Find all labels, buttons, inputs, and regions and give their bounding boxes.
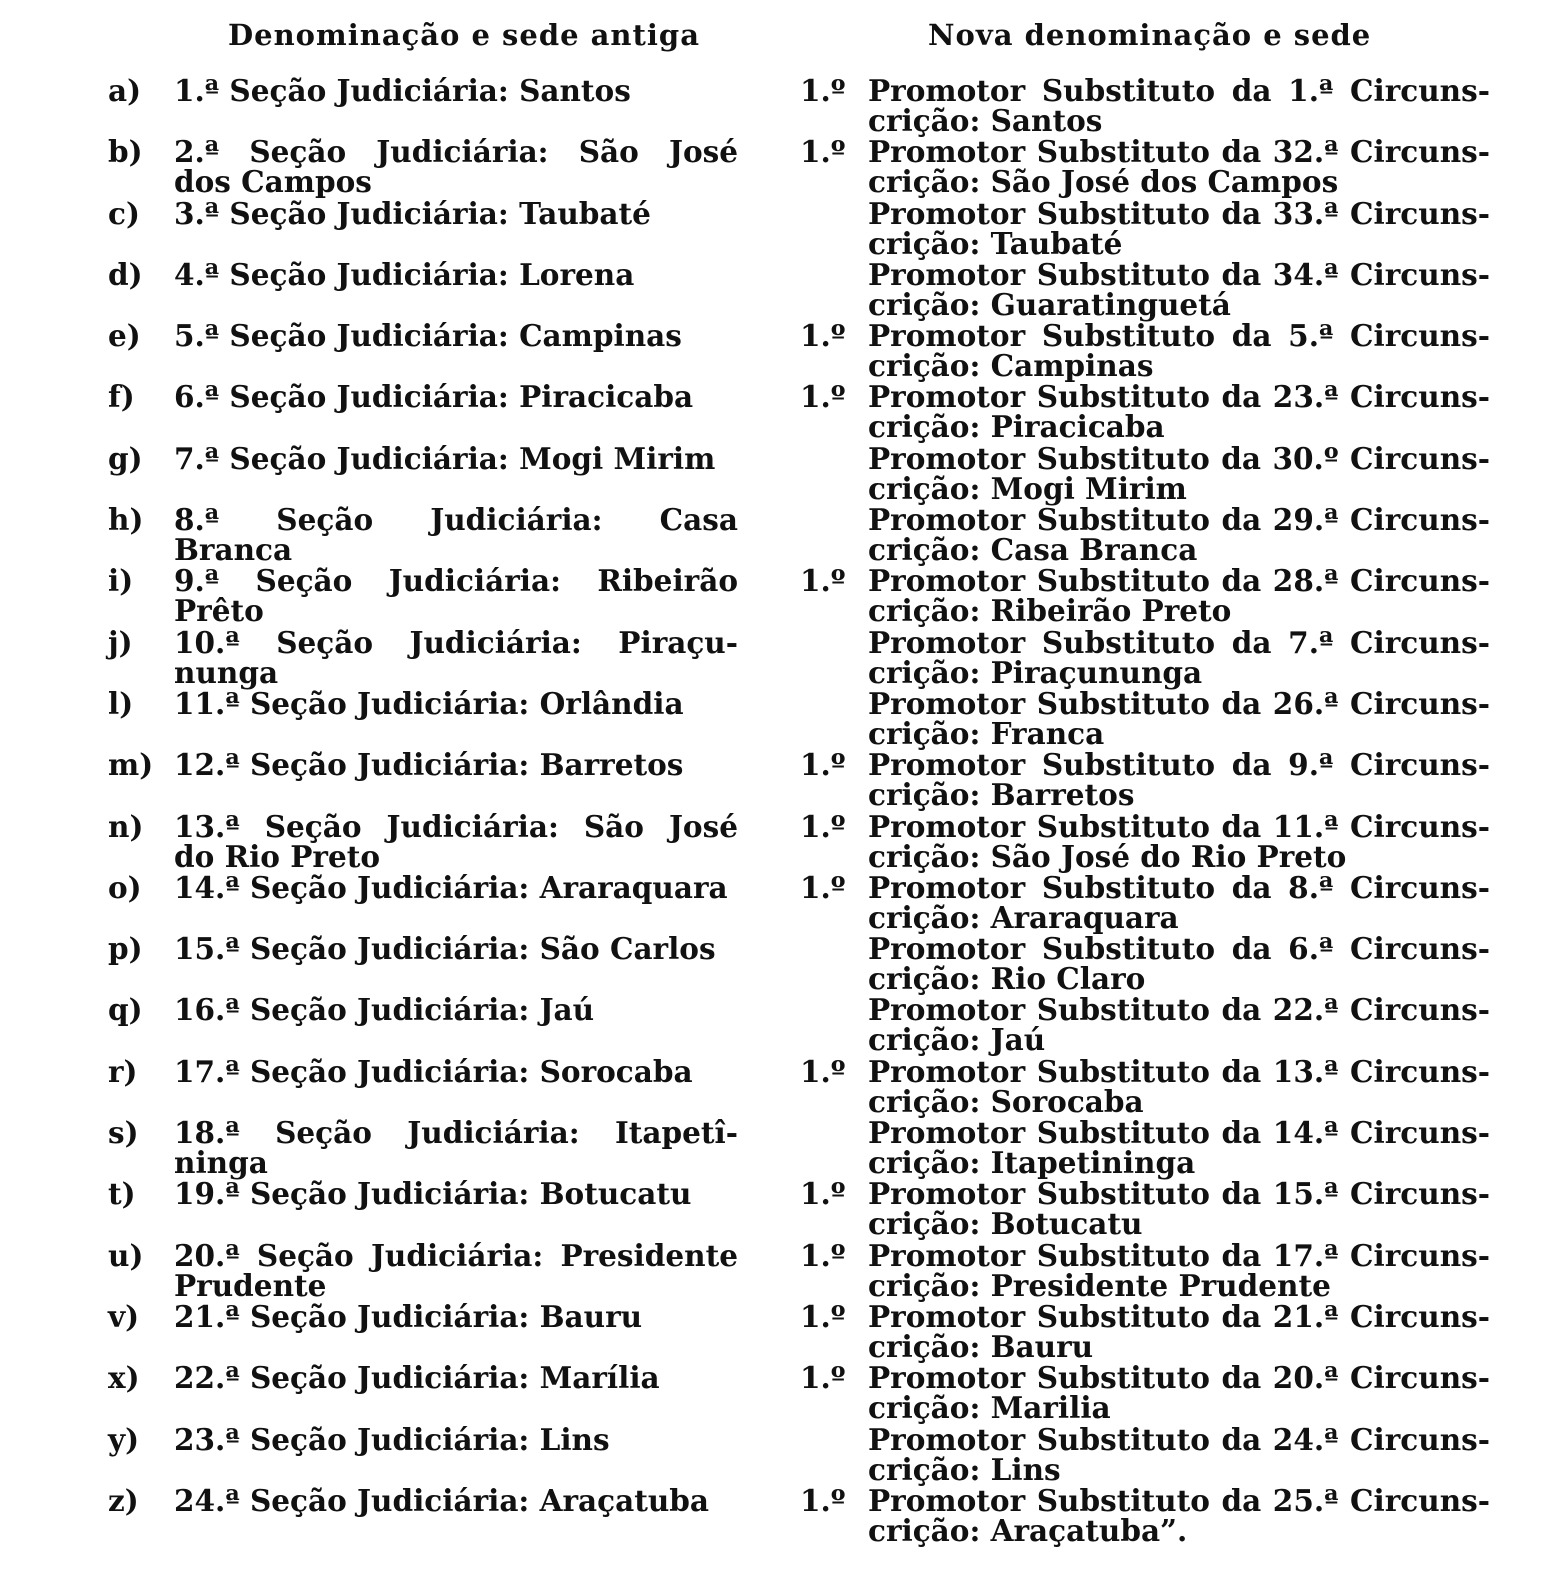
- table-row: [0, 563, 1562, 629]
- new-denomination-line: Promotor Substituto da 33.ª Circuns-: [868, 195, 1490, 231]
- new-denomination-line: crição: São José do Rio Preto: [868, 838, 1347, 874]
- old-denomination: [174, 73, 738, 108]
- new-denomination-line: Promotor Substituto da 30.º Circuns-: [868, 440, 1490, 476]
- old-denomination: [174, 1237, 738, 1303]
- old-denomination-line: 22.ª Seção Judiciária: Marília: [174, 1360, 660, 1396]
- old-denomination-line: 18.ª Seção Judiciária: Itapetî-: [174, 1115, 738, 1151]
- row-letter: t): [108, 1176, 136, 1212]
- table-row: [0, 1115, 1562, 1181]
- new-denomination: [868, 440, 1490, 506]
- new-denomination-line: Promotor Substituto da 20.ª Circuns-: [868, 1360, 1490, 1396]
- old-denomination-line: 2.ª Seção Judiciária: São José: [174, 134, 738, 170]
- new-denomination: [868, 1421, 1490, 1487]
- row-letter: v): [108, 1298, 140, 1334]
- table-row: [0, 134, 1562, 200]
- new-denomination: [868, 134, 1490, 200]
- new-denomination-line: crição: Barretos: [868, 777, 1135, 813]
- row-letter: a): [108, 73, 142, 108]
- new-denomination-line: Promotor Substituto da 13.ª Circuns-: [868, 1053, 1490, 1089]
- new-denomination-line: crição: Rio Claro: [868, 961, 1146, 997]
- row-letter: e): [108, 318, 141, 354]
- ordinal-number: 1.º: [800, 563, 846, 599]
- table-row: [0, 808, 1562, 874]
- row-letter: g): [108, 440, 143, 476]
- table-row: [0, 1176, 1562, 1242]
- new-denomination: [868, 931, 1490, 997]
- old-denomination-line: 17.ª Seção Judiciária: Sorocaba: [174, 1053, 693, 1089]
- new-denomination-line: crição: Piraçununga: [868, 654, 1203, 690]
- ordinal-number: 1.º: [800, 808, 846, 844]
- new-denomination-line: Promotor Substituto da 28.ª Circuns-: [868, 563, 1490, 599]
- new-denomination-line: crição: Mogi Mirim: [868, 470, 1187, 506]
- ordinal-number: 1.º: [800, 869, 846, 905]
- row-letter: f): [108, 379, 135, 415]
- old-denomination-line: 9.ª Seção Judiciária: Ribeirão: [174, 563, 738, 599]
- table-row: [0, 869, 1562, 935]
- table-row: [0, 318, 1562, 384]
- new-denomination: [868, 1176, 1490, 1242]
- row-letter: l): [108, 685, 134, 721]
- new-denomination-line: Promotor Substituto da 6.ª Circuns-: [868, 931, 1490, 967]
- row-letter: b): [108, 134, 143, 170]
- old-denomination: [174, 1421, 738, 1457]
- table-row: [0, 747, 1562, 813]
- table-row: [0, 1237, 1562, 1303]
- table-row: [0, 624, 1562, 690]
- row-letter: z): [108, 1482, 139, 1518]
- old-denomination-line: 8.ª Seção Judiciária: Casa: [174, 502, 738, 538]
- new-denomination-line: Promotor Substituto da 23.ª Circuns-: [868, 379, 1490, 415]
- new-denomination-line: Promotor Substituto da 25.ª Circuns-: [868, 1482, 1490, 1518]
- old-denomination-line: do Rio Preto: [174, 838, 381, 874]
- ordinal-number: 1.º: [800, 1360, 846, 1396]
- new-denomination: [868, 195, 1490, 261]
- ordinal-number: 1.º: [800, 747, 846, 783]
- old-denomination-line: dos Campos: [174, 164, 372, 200]
- old-denomination-line: 1.ª Seção Judiciária: Santos: [174, 73, 631, 108]
- row-letter: u): [108, 1237, 144, 1273]
- row-letter: d): [108, 256, 143, 292]
- table-row: [0, 1360, 1562, 1426]
- old-denomination: [174, 195, 738, 231]
- new-denomination: [868, 1237, 1490, 1303]
- table-row: [0, 1421, 1562, 1487]
- header-new: Nova denominação e sede: [928, 18, 1372, 52]
- new-denomination-line: Promotor Substituto da 21.ª Circuns-: [868, 1298, 1490, 1334]
- new-denomination-line: crição: Piracicaba: [868, 409, 1165, 445]
- new-denomination-line: Promotor Substituto da 22.ª Circuns-: [868, 992, 1490, 1028]
- new-denomination-line: Promotor Substituto da 15.ª Circuns-: [868, 1176, 1490, 1212]
- row-letter: c): [108, 195, 140, 231]
- old-denomination-line: 21.ª Seção Judiciária: Bauru: [174, 1298, 643, 1334]
- new-denomination-line: Promotor Substituto da 26.ª Circuns-: [868, 685, 1490, 721]
- old-denomination-line: 12.ª Seção Judiciária: Barretos: [174, 747, 684, 783]
- new-denomination-line: crição: Jaú: [868, 1022, 1046, 1058]
- old-denomination-line: 11.ª Seção Judiciária: Orlândia: [174, 685, 684, 721]
- old-denomination: [174, 318, 738, 354]
- old-denomination-line: 14.ª Seção Judiciária: Araraquara: [174, 869, 728, 905]
- new-denomination-line: Promotor Substituto da 8.ª Circuns-: [868, 869, 1490, 905]
- header-old: Denominação e sede antiga: [228, 18, 700, 52]
- row-letter: y): [108, 1421, 140, 1457]
- new-denomination-line: Promotor Substituto da 5.ª Circuns-: [868, 318, 1490, 354]
- old-denomination: [174, 624, 738, 690]
- table-row: [0, 1298, 1562, 1364]
- new-denomination: [868, 1482, 1490, 1548]
- row-letter: p): [108, 931, 143, 967]
- old-denomination: [174, 992, 738, 1028]
- row-letter: h): [108, 502, 144, 538]
- old-denomination-line: Branca: [174, 532, 293, 568]
- table-row: [0, 440, 1562, 506]
- ordinal-number: 1.º: [800, 318, 846, 354]
- ordinal-number: 1.º: [800, 1482, 846, 1518]
- old-denomination: [174, 440, 738, 476]
- new-denomination-line: crição: Ribeirão Preto: [868, 593, 1232, 629]
- new-denomination-line: Promotor Substituto da 9.ª Circuns-: [868, 747, 1490, 783]
- new-denomination-line: Promotor Substituto da 1.ª Circuns-: [868, 73, 1490, 108]
- ordinal-number: 1.º: [800, 73, 846, 108]
- new-denomination-line: crição: Itapetininga: [868, 1145, 1196, 1181]
- table-row: [0, 379, 1562, 445]
- new-denomination: [868, 992, 1490, 1058]
- new-denomination-line: Promotor Substituto da 11.ª Circuns-: [868, 808, 1490, 844]
- table-row: [0, 685, 1562, 751]
- new-denomination-line: crição: Sorocaba: [868, 1083, 1144, 1119]
- old-denomination-line: 15.ª Seção Judiciária: São Carlos: [174, 931, 716, 967]
- new-denomination: [868, 256, 1490, 322]
- new-denomination-line: crição: Taubaté: [868, 225, 1123, 261]
- row-letter: x): [108, 1360, 140, 1396]
- table-row: [0, 1053, 1562, 1119]
- old-denomination-line: 7.ª Seção Judiciária: Mogi Mirim: [174, 440, 716, 476]
- old-denomination: [174, 563, 738, 629]
- new-denomination: [868, 502, 1490, 568]
- new-denomination-line: crição: Presidente Prudente: [868, 1267, 1331, 1303]
- new-denomination: [868, 747, 1490, 813]
- new-denomination: [868, 563, 1490, 629]
- new-denomination-line: Promotor Substituto da 7.ª Circuns-: [868, 624, 1490, 660]
- table-body: [0, 73, 1562, 1548]
- row-letter: s): [108, 1115, 139, 1151]
- row-letter: o): [108, 869, 142, 905]
- new-denomination-line: Promotor Substituto da 32.ª Circuns-: [868, 134, 1490, 170]
- new-denomination: [868, 685, 1490, 751]
- ordinal-number: 1.º: [800, 134, 846, 170]
- old-denomination: [174, 502, 738, 568]
- new-denomination-line: crição: Casa Branca: [868, 532, 1198, 568]
- new-denomination: [868, 869, 1490, 935]
- row-letter: j): [108, 624, 133, 660]
- old-denomination-line: Prudente: [174, 1267, 327, 1303]
- row-letter: i): [108, 563, 134, 599]
- old-denomination-line: Prêto: [174, 593, 264, 629]
- table-row: [0, 73, 1562, 138]
- new-denomination-line: crição: Franca: [868, 715, 1105, 751]
- old-denomination-line: 13.ª Seção Judiciária: São José: [174, 808, 738, 844]
- old-denomination: [174, 685, 738, 721]
- ordinal-number: 1.º: [800, 1237, 846, 1273]
- table-row: [0, 502, 1562, 568]
- old-denomination-line: nunga: [174, 654, 279, 690]
- new-denomination-line: crição: Guaratinguetá: [868, 286, 1231, 322]
- old-denomination: [174, 1482, 738, 1518]
- new-denomination: [868, 318, 1490, 384]
- old-denomination: [174, 256, 738, 292]
- table-row: [0, 992, 1562, 1058]
- old-denomination: [174, 1115, 738, 1181]
- old-denomination: [174, 1053, 738, 1089]
- new-denomination-line: crição: São José dos Campos: [868, 164, 1339, 200]
- table-row: [0, 1482, 1562, 1548]
- ordinal-number: 1.º: [800, 1053, 846, 1089]
- old-denomination-line: 24.ª Seção Judiciária: Araçatuba: [174, 1482, 710, 1518]
- new-denomination-line: crição: Araraquara: [868, 899, 1179, 935]
- new-denomination-line: crição: Lins: [868, 1451, 1061, 1487]
- old-denomination-line: ninga: [174, 1145, 268, 1181]
- new-denomination: [868, 379, 1490, 445]
- new-denomination-line: Promotor Substituto da 29.ª Circuns-: [868, 502, 1490, 538]
- old-denomination-line: 20.ª Seção Judiciária: Presidente: [174, 1237, 738, 1273]
- row-letter: q): [108, 992, 143, 1028]
- row-letter: m): [108, 747, 154, 783]
- new-denomination-line: Promotor Substituto da 34.ª Circuns-: [868, 256, 1490, 292]
- new-denomination-line: crição: Araçatuba”.: [868, 1512, 1188, 1548]
- old-denomination: [174, 1298, 738, 1334]
- old-denomination-line: 6.ª Seção Judiciária: Piracicaba: [174, 379, 694, 415]
- old-denomination-line: 10.ª Seção Judiciária: Piraçu-: [174, 624, 738, 660]
- new-denomination: [868, 1115, 1490, 1181]
- old-denomination: [174, 379, 738, 415]
- new-denomination: [868, 1298, 1490, 1364]
- old-denomination-line: 19.ª Seção Judiciária: Botucatu: [174, 1176, 692, 1212]
- old-denomination-line: 3.ª Seção Judiciária: Taubaté: [174, 195, 651, 231]
- new-denomination-line: Promotor Substituto da 17.ª Circuns-: [868, 1237, 1490, 1273]
- new-denomination-line: Promotor Substituto da 24.ª Circuns-: [868, 1421, 1490, 1457]
- new-denomination: [868, 1360, 1490, 1426]
- new-denomination: [868, 624, 1490, 690]
- new-denomination: [868, 808, 1490, 874]
- table-row: [0, 931, 1562, 997]
- old-denomination: [174, 808, 738, 874]
- new-denomination-line: crição: Campinas: [868, 348, 1154, 384]
- new-denomination: [868, 1053, 1490, 1119]
- new-denomination-line: crição: Botucatu: [868, 1206, 1143, 1242]
- new-denomination-line: crição: Santos: [868, 103, 1103, 138]
- old-denomination: [174, 931, 738, 967]
- new-denomination: [868, 73, 1490, 138]
- old-denomination-line: 5.ª Seção Judiciária: Campinas: [174, 318, 682, 354]
- row-letter: r): [108, 1053, 138, 1089]
- old-denomination: [174, 869, 738, 905]
- new-denomination-line: Promotor Substituto da 14.ª Circuns-: [868, 1115, 1490, 1151]
- old-denomination-line: 16.ª Seção Judiciária: Jaú: [174, 992, 595, 1028]
- new-denomination-line: crição: Bauru: [868, 1328, 1094, 1364]
- table-row: [0, 256, 1562, 322]
- new-denomination-line: crição: Marilia: [868, 1390, 1111, 1426]
- ordinal-number: 1.º: [800, 379, 846, 415]
- row-letter: n): [108, 808, 144, 844]
- old-denomination: [174, 1176, 738, 1212]
- old-denomination: [174, 134, 738, 200]
- old-denomination: [174, 1360, 738, 1396]
- old-denomination-line: 23.ª Seção Judiciária: Lins: [174, 1421, 610, 1457]
- old-denomination: [174, 747, 738, 783]
- ordinal-number: 1.º: [800, 1176, 846, 1212]
- table-row: [0, 195, 1562, 261]
- old-denomination-line: 4.ª Seção Judiciária: Lorena: [174, 256, 635, 292]
- ordinal-number: 1.º: [800, 1298, 846, 1334]
